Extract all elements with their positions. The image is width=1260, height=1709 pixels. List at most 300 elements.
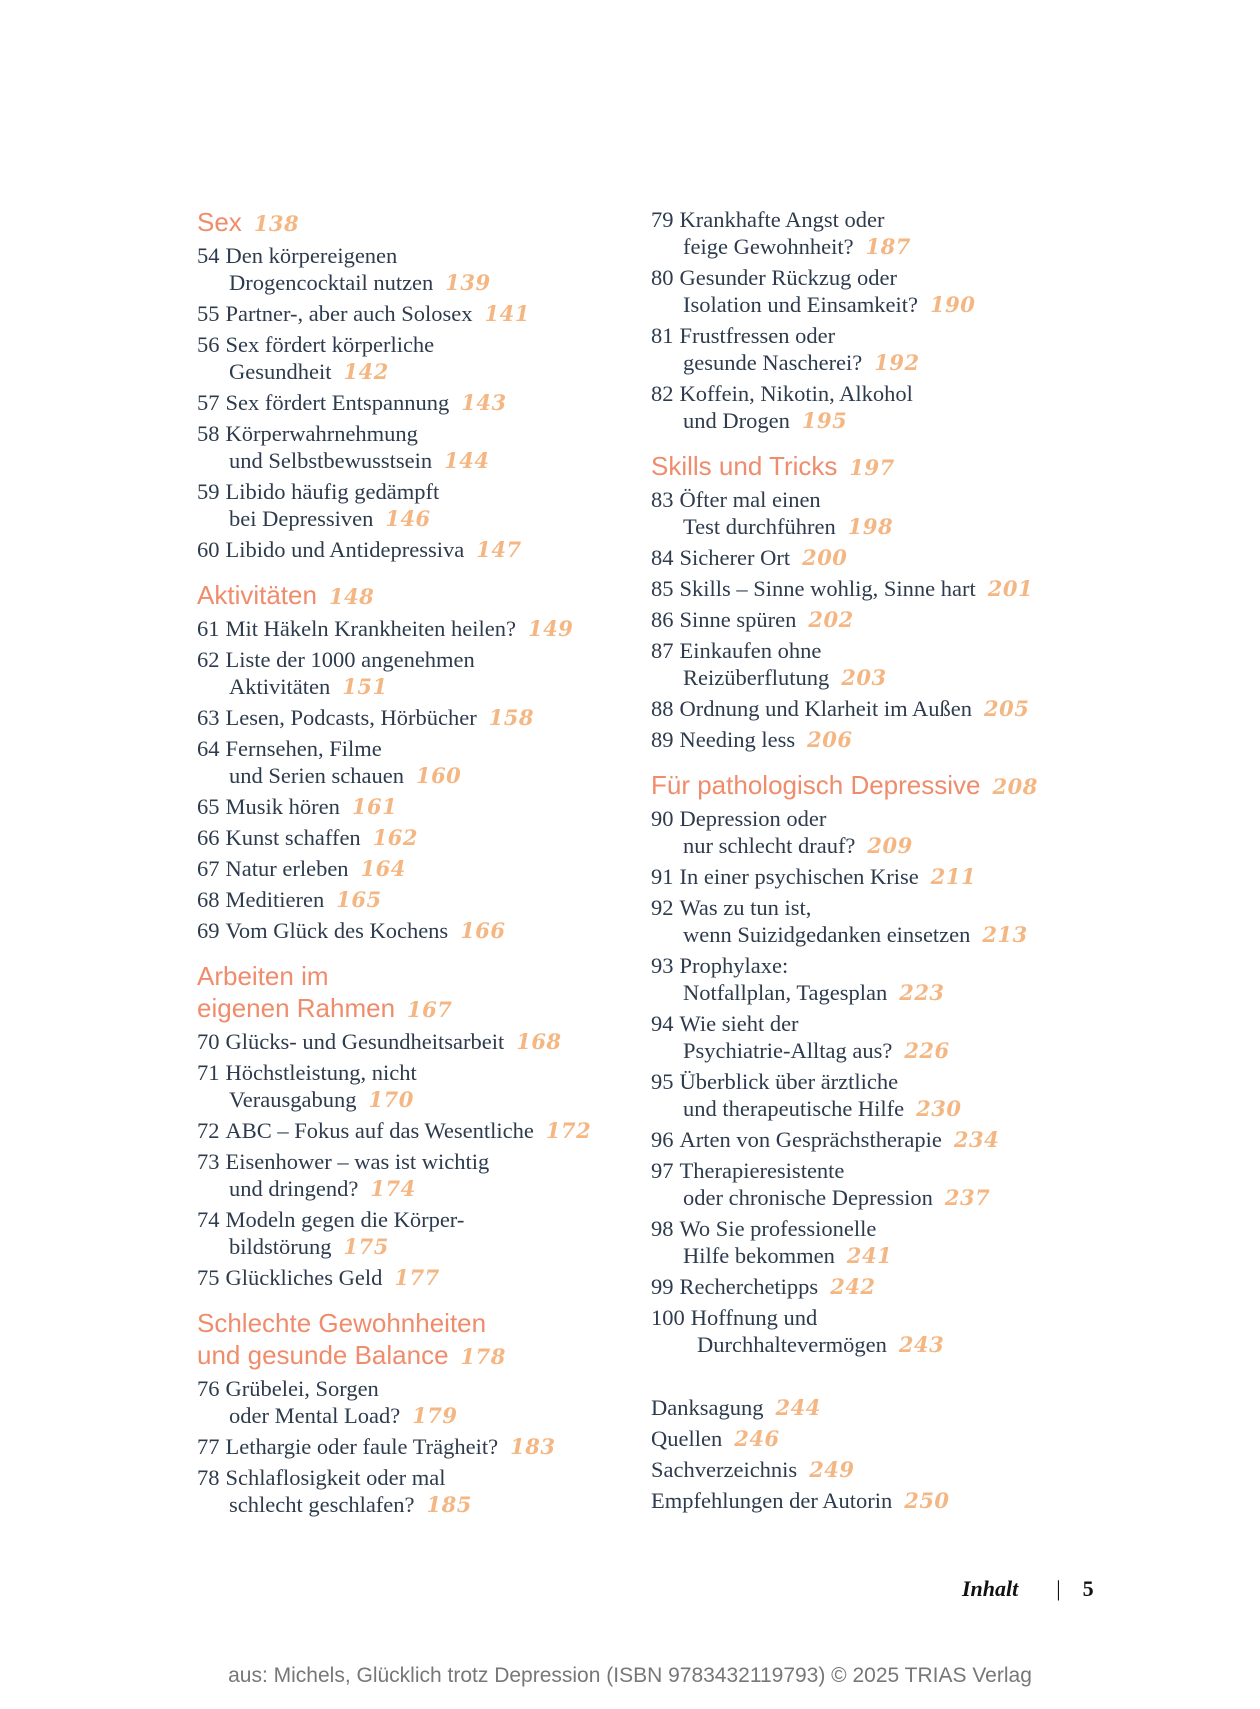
- toc-entry-number: 85: [651, 576, 674, 601]
- toc-entry-title: Koffein, Nikotin, Alkohol: [679, 381, 913, 406]
- toc-entry-line: [197, 1059, 627, 1086]
- toc-entry-line: [197, 331, 627, 358]
- toc-entry-line: [651, 1126, 1121, 1153]
- toc-entry-line: [651, 291, 1121, 318]
- toc-entry-page-number: 172: [545, 1118, 592, 1143]
- section-heading-text: eigenen Rahmen: [197, 993, 396, 1023]
- toc-entry-line: [651, 233, 1121, 260]
- toc-entry-line: [197, 358, 627, 385]
- toc-entry-page-number: 139: [445, 270, 491, 295]
- toc-entry-title: Arten von Gesprächstherapie: [679, 1127, 942, 1152]
- toc-entry[interactable]: [651, 1010, 1121, 1064]
- toc-entry-line: [197, 1433, 627, 1460]
- toc-entry-title: bildstörung: [229, 1234, 332, 1259]
- section-heading[interactable]: [197, 960, 627, 1026]
- toc-entry-page-number: 223: [899, 980, 945, 1005]
- toc-entry[interactable]: [197, 242, 627, 296]
- back-matter-item[interactable]: [651, 1454, 1121, 1485]
- toc-entry-line: [651, 349, 1121, 376]
- toc-entry-title: Modeln gegen die Körper-: [225, 1207, 465, 1232]
- toc-entry-title: Gesunder Rückzug oder: [679, 265, 897, 290]
- toc-entry-page-number: 158: [488, 705, 535, 730]
- toc-entry-number: 62: [197, 647, 220, 672]
- toc-entry-number: 54: [197, 243, 220, 268]
- toc-entry-number: 77: [197, 1434, 220, 1459]
- toc-entry-line: [197, 536, 627, 563]
- toc-entry-number: 82: [651, 381, 674, 406]
- toc-entry-page-number: 165: [336, 887, 382, 912]
- toc-entry-line: [197, 1175, 627, 1202]
- toc-entry-title: Depression oder: [679, 806, 827, 831]
- section-heading-line: [651, 450, 1121, 484]
- toc-entry-line: [197, 389, 627, 416]
- toc-entry-title: Fernsehen, Filme: [225, 736, 382, 761]
- toc-entry-page-number: 164: [360, 856, 406, 881]
- toc-entry-title: Notfallplan, Tagesplan: [683, 980, 888, 1005]
- section-heading-line: [197, 206, 627, 240]
- toc-entry-title: Frustfressen oder: [679, 323, 836, 348]
- toc-entry-line: [197, 1402, 627, 1429]
- toc-entry-line: [651, 544, 1121, 571]
- back-matter-item[interactable]: [651, 1485, 1121, 1516]
- toc-entry[interactable]: [197, 704, 627, 731]
- toc-entry-title: Gesundheit: [229, 359, 332, 384]
- toc-entry-line: [197, 1206, 627, 1233]
- toc-entry[interactable]: [197, 389, 627, 416]
- toc-entry-title: Hoffnung und: [690, 1305, 818, 1330]
- toc-entry-line: [197, 704, 627, 731]
- toc-entry[interactable]: [651, 575, 1121, 602]
- footer-page-number: 5: [1082, 1576, 1094, 1601]
- toc-entry[interactable]: [651, 1157, 1121, 1211]
- toc-entry[interactable]: [197, 1148, 627, 1202]
- toc-entry-page-number: 179: [412, 1403, 458, 1428]
- toc-entry-number: 90: [651, 806, 674, 831]
- toc-entry-title: gesunde Nascherei?: [683, 350, 863, 375]
- toc-entry-page-number: 146: [385, 506, 431, 531]
- toc-entry[interactable]: [651, 1215, 1121, 1269]
- back-matter-page-number: 246: [734, 1426, 780, 1451]
- toc-entry-page-number: 162: [372, 825, 419, 850]
- back-matter-label: Quellen: [651, 1426, 723, 1451]
- toc-entry[interactable]: [197, 1028, 627, 1055]
- toc-entry-line: [651, 1242, 1121, 1269]
- toc-entry[interactable]: [651, 1273, 1121, 1300]
- toc-entry-title: Glücks- und Gesundheitsarbeit: [225, 1029, 505, 1054]
- toc-entry-line: [197, 673, 627, 700]
- back-matter-list: [651, 1392, 1121, 1516]
- toc-entry[interactable]: [197, 478, 627, 532]
- toc-entry-page-number: 183: [510, 1434, 556, 1459]
- toc-entry[interactable]: [197, 536, 627, 563]
- toc-entry-title: Ordnung und Klarheit im Außen: [679, 696, 972, 721]
- toc-entry-number: 57: [197, 390, 220, 415]
- toc-entry-number: 79: [651, 207, 674, 232]
- toc-entry-number: 76: [197, 1376, 220, 1401]
- toc-entry-page-number: 242: [830, 1274, 876, 1299]
- section-page-number: 197: [849, 455, 895, 480]
- toc-right-column: [651, 206, 1121, 1516]
- toc-entry-title: Sicherer Ort: [679, 545, 791, 570]
- toc-entry[interactable]: [197, 1464, 627, 1518]
- toc-entry-title: Needing less: [679, 727, 796, 752]
- toc-entry-title: Libido häufig gedämpft: [225, 479, 440, 504]
- toc-entry-number: 100: [651, 1305, 685, 1330]
- back-matter-page-number: 250: [904, 1488, 950, 1513]
- toc-entry-line: [197, 1264, 627, 1291]
- toc-entry-title: Wo Sie professionelle: [679, 1216, 877, 1241]
- toc-entry[interactable]: [197, 917, 627, 944]
- toc-entry-number: 89: [651, 727, 674, 752]
- toc-entry-number: 99: [651, 1274, 674, 1299]
- toc-entry-number: 69: [197, 918, 220, 943]
- toc-entry-line: [651, 486, 1121, 513]
- toc-entry-title: Drogencocktail nutzen: [229, 270, 434, 295]
- toc-entry-page-number: 209: [867, 833, 913, 858]
- toc-entry-title: Überblick über ärztliche: [679, 1069, 899, 1094]
- toc-entry-line: [197, 1375, 627, 1402]
- toc-entry-page-number: 213: [982, 922, 1028, 947]
- toc-entry-title: Einkaufen ohne: [679, 638, 822, 663]
- toc-entry-line: [651, 513, 1121, 540]
- section-heading-line: [197, 579, 627, 613]
- toc-entry-page-number: 143: [461, 390, 507, 415]
- toc-entry-number: 65: [197, 794, 220, 819]
- toc-entry-line: [197, 793, 627, 820]
- section-heading-text: Sex: [197, 207, 242, 237]
- toc-entry-page-number: 144: [444, 448, 490, 473]
- toc-entry-number: 83: [651, 487, 674, 512]
- toc-entry-line: [651, 726, 1121, 753]
- toc-entry-title: feige Gewohnheit?: [683, 234, 854, 259]
- toc-entry-page-number: 174: [370, 1176, 416, 1201]
- toc-entry[interactable]: [651, 1068, 1121, 1122]
- toc-entry-page-number: 141: [484, 301, 530, 326]
- back-matter-page-number: 244: [775, 1395, 821, 1420]
- toc-entry-page-number: 234: [953, 1127, 1000, 1152]
- toc-entry-line: [197, 1028, 627, 1055]
- toc-entry-line: [651, 1068, 1121, 1095]
- toc-entry-title: Krankhafte Angst oder: [679, 207, 885, 232]
- toc-entry-line: [651, 322, 1121, 349]
- toc-entry-number: 61: [197, 616, 220, 641]
- toc-entry[interactable]: [651, 206, 1121, 260]
- toc-entry[interactable]: [197, 1206, 627, 1260]
- toc-entry-number: 73: [197, 1149, 220, 1174]
- toc-entry[interactable]: [197, 886, 627, 913]
- section-heading-line: [197, 992, 627, 1026]
- toc-entry-title: Test durchführen: [683, 514, 836, 539]
- toc-entry-line: [651, 1273, 1121, 1300]
- toc-entry-title: Musik hören: [225, 794, 340, 819]
- toc-entry-title: Öfter mal einen: [679, 487, 821, 512]
- toc-entry-line: [197, 1233, 627, 1260]
- toc-entry-page-number: 200: [802, 545, 848, 570]
- toc-entry-number: 95: [651, 1069, 674, 1094]
- toc-entry-title: Libido und Antidepressiva: [225, 537, 465, 562]
- toc-entry-line: [197, 917, 627, 944]
- toc-entry-line: [197, 300, 627, 327]
- toc-entry-line: [197, 886, 627, 913]
- toc-entry-title: Grübelei, Sorgen: [225, 1376, 379, 1401]
- toc-entry-page-number: 151: [342, 674, 388, 699]
- back-matter-label: Empfehlungen der Autorin: [651, 1488, 893, 1513]
- back-matter-page-number: 249: [809, 1457, 855, 1482]
- toc-entry-line: [197, 242, 627, 269]
- toc-entry[interactable]: [651, 606, 1121, 633]
- toc-entry-page-number: 241: [846, 1243, 893, 1268]
- section-heading[interactable]: [197, 206, 627, 240]
- footer-section-title: Inhalt: [962, 1576, 1019, 1601]
- toc-entry-number: 66: [197, 825, 220, 850]
- toc-entry-number: 78: [197, 1465, 220, 1490]
- section-heading-line: Arbeiten im: [197, 961, 329, 991]
- toc-entry-title: Lesen, Podcasts, Hörbücher: [225, 705, 477, 730]
- toc-entry-page-number: 177: [394, 1265, 440, 1290]
- toc-entry[interactable]: [651, 726, 1121, 753]
- section-heading-text: Aktivitäten: [197, 580, 317, 610]
- toc-entry-title: Psychiatrie-Alltag aus?: [683, 1038, 893, 1063]
- toc-entry-line: [651, 380, 1121, 407]
- toc-entry-line: [197, 1086, 627, 1113]
- section-heading-line: [197, 1339, 627, 1373]
- toc-entry-title: ABC – Fokus auf das Wesentliche: [225, 1118, 534, 1143]
- toc-entry-line: [651, 1157, 1121, 1184]
- section-heading[interactable]: [197, 579, 627, 613]
- toc-entry-title: Hilfe bekommen: [683, 1243, 835, 1268]
- toc-entry-page-number: 203: [841, 665, 887, 690]
- toc-entry-line: [197, 1491, 627, 1518]
- toc-entry-number: 70: [197, 1029, 220, 1054]
- toc-entry-number: 84: [651, 545, 674, 570]
- toc-section: [197, 579, 627, 944]
- toc-entry[interactable]: [197, 824, 627, 851]
- toc-section: [651, 450, 1121, 753]
- toc-entry-line: [197, 1148, 627, 1175]
- toc-entry-line: [651, 1010, 1121, 1037]
- toc-entry-title: Natur erleben: [225, 856, 349, 881]
- toc-entry-number: 72: [197, 1118, 220, 1143]
- toc-entry-line: [651, 805, 1121, 832]
- toc-entry-number: 63: [197, 705, 220, 730]
- section-heading[interactable]: [651, 769, 1121, 803]
- toc-entry-line: [651, 979, 1121, 1006]
- toc-entry-title: Den körpereigenen: [225, 243, 398, 268]
- toc-entry[interactable]: [651, 322, 1121, 376]
- toc-entry-title: Was zu tun ist,: [679, 895, 812, 920]
- toc-entry-line: [197, 1117, 627, 1144]
- section-heading-text: Für pathologisch Depressive: [651, 770, 981, 800]
- toc-entry-title: und Serien schauen: [229, 763, 404, 788]
- toc-entry-number: 98: [651, 1216, 674, 1241]
- toc-entry[interactable]: [651, 863, 1121, 890]
- toc-entry-title: Durchhaltevermögen: [697, 1332, 887, 1357]
- toc-entry[interactable]: [197, 300, 627, 327]
- toc-entry-number: 59: [197, 479, 220, 504]
- toc-section: [651, 769, 1121, 1358]
- toc-entry[interactable]: [651, 380, 1121, 434]
- toc-entry-line: [197, 478, 627, 505]
- toc-entry-title: Wie sieht der: [679, 1011, 799, 1036]
- toc-entry-number: 91: [651, 864, 674, 889]
- toc-entry-line: [651, 664, 1121, 691]
- section-heading-line: [651, 769, 1121, 803]
- toc-entry-number: 56: [197, 332, 220, 357]
- toc-entry[interactable]: [197, 735, 627, 789]
- toc-entry-title: Mit Häkeln Krankheiten heilen?: [225, 616, 517, 641]
- toc-entry-page-number: 175: [343, 1234, 389, 1259]
- toc-entry-title: Kunst schaffen: [225, 825, 361, 850]
- toc-entry[interactable]: [651, 264, 1121, 318]
- back-matter-item[interactable]: [651, 1392, 1121, 1423]
- toc-entry[interactable]: [651, 1126, 1121, 1153]
- toc-entry-number: 88: [651, 696, 674, 721]
- toc-entry-line: [651, 921, 1121, 948]
- toc-entry[interactable]: [197, 420, 627, 474]
- toc-entry-page-number: 149: [528, 616, 574, 641]
- toc-entry-number: 86: [651, 607, 674, 632]
- back-matter-label: Sachverzeichnis: [651, 1457, 798, 1482]
- toc-entry[interactable]: [197, 615, 627, 642]
- toc-entry-number: 75: [197, 1265, 220, 1290]
- toc-entry-number: 94: [651, 1011, 674, 1036]
- toc-entry[interactable]: [197, 331, 627, 385]
- toc-entry-title: Sex fördert körperliche: [225, 332, 435, 357]
- toc-entry[interactable]: [651, 894, 1121, 948]
- toc-entry-line: [197, 505, 627, 532]
- toc-entry-title: Meditieren: [225, 887, 325, 912]
- toc-entry-page-number: 202: [808, 607, 854, 632]
- toc-entry-title: Körperwahrnehmung: [225, 421, 418, 446]
- toc-entry-line: [197, 269, 627, 296]
- toc-entry[interactable]: [197, 1117, 627, 1144]
- toc-entry-page-number: 195: [801, 408, 848, 433]
- toc-entry-page-number: 170: [368, 1087, 414, 1112]
- toc-entry-number: 58: [197, 421, 220, 446]
- back-matter-label: Danksagung: [651, 1395, 764, 1420]
- toc-entry-title: Reizüberflutung: [683, 665, 830, 690]
- toc-entry-line: [651, 1304, 1121, 1331]
- toc-entry[interactable]: [197, 1375, 627, 1429]
- toc-entry-page-number: 226: [904, 1038, 950, 1063]
- toc-entry-page-number: 142: [343, 359, 389, 384]
- section-page-number: 138: [253, 211, 300, 236]
- toc-entry[interactable]: [651, 952, 1121, 1006]
- toc-entry-title: wenn Suizidgedanken einsetzen: [683, 922, 971, 947]
- toc-entry-page-number: 206: [807, 727, 853, 752]
- back-matter-item[interactable]: [651, 1423, 1121, 1454]
- toc-entry-number: 74: [197, 1207, 220, 1232]
- toc-entry-line: [651, 575, 1121, 602]
- section-page-number: 167: [407, 997, 453, 1022]
- toc-entry-title: Glückliches Geld: [225, 1265, 383, 1290]
- toc-entry-line: [197, 735, 627, 762]
- toc-entry-line: [197, 646, 627, 673]
- toc-entry-page-number: 211: [930, 864, 977, 889]
- toc-entry-page-number: 237: [944, 1185, 991, 1210]
- toc-entry-page-number: 168: [516, 1029, 562, 1054]
- toc-entry-title: und therapeutische Hilfe: [683, 1096, 905, 1121]
- toc-entry-line: [651, 606, 1121, 633]
- toc-entry-title: Schlaflosigkeit oder mal: [225, 1465, 446, 1490]
- toc-entry-title: Partner-, aber auch Solosex: [225, 301, 473, 326]
- source-credit: aus: Michels, Glücklich trotz Depression (ISBN 9783432119793) © 2025 TRIAS Verlag: [228, 1664, 1032, 1687]
- toc-entry-number: 68: [197, 887, 220, 912]
- toc-entry[interactable]: [197, 793, 627, 820]
- toc-entry-page-number: 185: [426, 1492, 472, 1517]
- toc-section: [651, 206, 1121, 434]
- toc-entry-title: Vom Glück des Kochens: [225, 918, 449, 943]
- toc-entry-page-number: 243: [898, 1332, 945, 1357]
- toc-entry-title: Sex fördert Entspannung: [225, 390, 450, 415]
- toc-entry-title: nur schlecht drauf?: [683, 833, 856, 858]
- toc-entry-line: [651, 695, 1121, 722]
- toc-entry-page-number: 161: [351, 794, 398, 819]
- toc-entry-page-number: 205: [983, 696, 1030, 721]
- section-heading-text: und gesunde Balance: [197, 1340, 449, 1370]
- toc-entry[interactable]: [197, 1059, 627, 1113]
- toc-entry-number: 81: [651, 323, 674, 348]
- toc-entry-line: [651, 206, 1121, 233]
- section-heading[interactable]: [197, 1307, 627, 1373]
- toc-entry[interactable]: [651, 486, 1121, 540]
- toc-entry-page-number: 190: [929, 292, 976, 317]
- toc-entry-title: Eisenhower – was ist wichtig: [225, 1149, 490, 1174]
- toc-entry-page-number: 160: [415, 763, 462, 788]
- toc-entry-number: 60: [197, 537, 220, 562]
- toc-entry-page-number: 187: [865, 234, 911, 259]
- toc-entry-number: 80: [651, 265, 674, 290]
- toc-entry-line: [651, 863, 1121, 890]
- footer-separator: |: [1056, 1576, 1061, 1601]
- toc-entry-title: Höchstleistung, nicht: [225, 1060, 417, 1085]
- toc-entry[interactable]: [651, 637, 1121, 691]
- toc-entry-line: [197, 447, 627, 474]
- section-heading-text: Skills und Tricks: [651, 451, 838, 481]
- toc-entry-line: [197, 420, 627, 447]
- toc-entry-title: oder chronische Depression: [683, 1185, 933, 1210]
- toc-entry-number: 71: [197, 1060, 220, 1085]
- toc-left-column: [197, 206, 627, 1534]
- toc-section: [197, 960, 627, 1291]
- toc-entry-number: 93: [651, 953, 674, 978]
- toc-entry[interactable]: [651, 544, 1121, 571]
- toc-entry-title: Isolation und Einsamkeit?: [683, 292, 918, 317]
- toc-entry[interactable]: [651, 1304, 1121, 1358]
- toc-entry-page-number: 166: [460, 918, 506, 943]
- toc-entry[interactable]: [197, 646, 627, 700]
- toc-entry-line: [197, 1464, 627, 1491]
- toc-entry[interactable]: [651, 695, 1121, 722]
- toc-entry-title: Aktivitäten: [229, 674, 331, 699]
- toc-entry-number: 67: [197, 856, 220, 881]
- toc-entry-title: und dringend?: [229, 1176, 359, 1201]
- toc-entry-number: 55: [197, 301, 220, 326]
- toc-entry[interactable]: [197, 855, 627, 882]
- toc-entry-title: Liste der 1000 angenehmen: [225, 647, 475, 672]
- toc-entry[interactable]: [651, 805, 1121, 859]
- toc-entry-line: [651, 1215, 1121, 1242]
- toc-entry-title: bei Depressiven: [229, 506, 374, 531]
- toc-entry-number: 87: [651, 638, 674, 663]
- toc-entry-line: [651, 1095, 1121, 1122]
- toc-entry-page-number: 198: [847, 514, 894, 539]
- toc-entry[interactable]: [197, 1264, 627, 1291]
- section-heading[interactable]: [651, 450, 1121, 484]
- toc-entry-title: Sinne spüren: [679, 607, 797, 632]
- toc-entry-line: [197, 855, 627, 882]
- toc-entry[interactable]: [197, 1433, 627, 1460]
